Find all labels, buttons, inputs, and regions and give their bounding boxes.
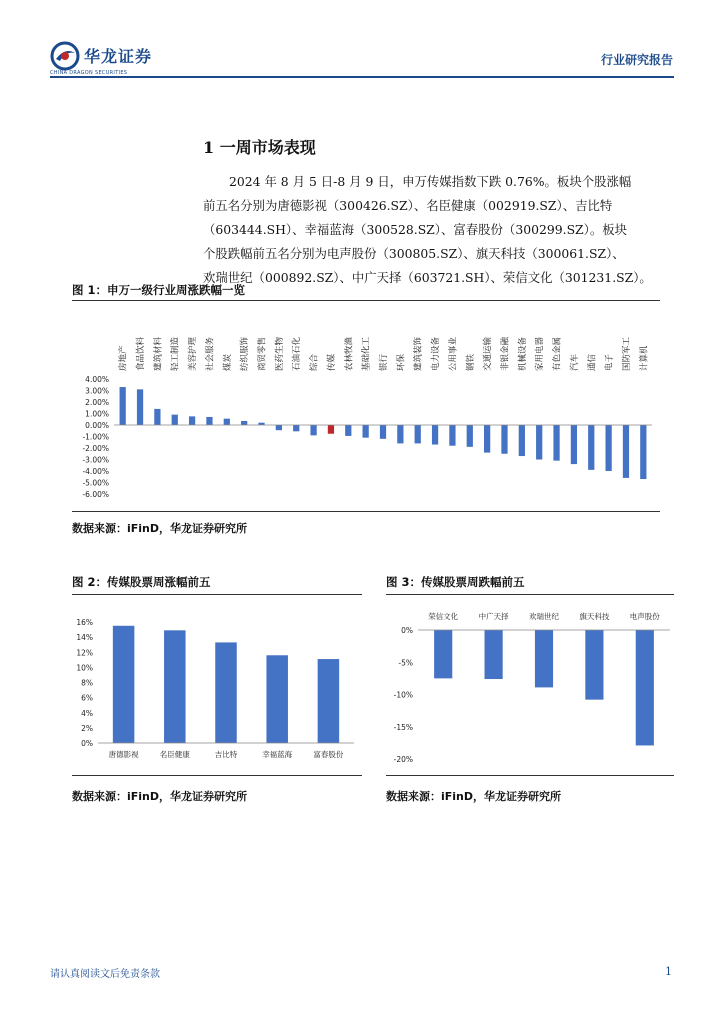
- bar: [363, 425, 369, 438]
- category-label: 传媒: [326, 353, 337, 371]
- category-label: 机械设备: [517, 336, 528, 371]
- category-label: 荣信文化: [428, 612, 459, 621]
- y-tick-label: 10%: [76, 663, 93, 673]
- category-label: 食品饮料: [136, 336, 147, 371]
- category-label: 钢铁: [465, 353, 476, 371]
- header-divider: [50, 76, 674, 78]
- bar: [172, 415, 178, 425]
- y-tick-label: -20%: [393, 755, 413, 764]
- y-tick-label: -10%: [393, 690, 413, 700]
- y-tick-label: 4.00%: [85, 375, 109, 384]
- bar: [588, 425, 594, 470]
- category-label: 农林牧渔: [344, 336, 355, 371]
- y-tick-label: 1.00%: [85, 409, 109, 419]
- bar: [318, 659, 340, 743]
- bar: [605, 425, 611, 471]
- category-label: 幸福蓝海: [262, 750, 293, 759]
- bar: [224, 419, 230, 425]
- figure1-source: 数据来源：iFinD，华龙证券研究所: [72, 522, 248, 535]
- y-tick-label: 4%: [81, 708, 93, 718]
- body-line: 个股跌幅前五名分别为电声股份（300805.SZ）、旗天科技（300061.SZ）、: [203, 246, 625, 261]
- category-label: 银行: [379, 353, 389, 371]
- bar: [293, 425, 299, 431]
- bar: [536, 425, 542, 460]
- bar: [585, 630, 603, 700]
- bar: [484, 425, 490, 453]
- y-tick-label: -2.00%: [82, 444, 109, 453]
- category-label: 基础化工: [361, 336, 372, 371]
- bar: [154, 409, 160, 425]
- category-label: 社会服务: [205, 336, 216, 371]
- top-losers-chart: [386, 595, 674, 775]
- bar: [345, 425, 351, 436]
- bar: [519, 425, 525, 456]
- industry-chart: [72, 301, 660, 511]
- category-label: 美容护理: [188, 336, 199, 371]
- y-tick-label: 2%: [81, 723, 93, 733]
- bar: [449, 425, 455, 446]
- category-label: 公用事业: [448, 336, 459, 371]
- category-label: 建筑材料: [153, 336, 164, 371]
- bar: [310, 425, 316, 435]
- category-label: 房地产: [118, 345, 129, 371]
- figure3-title: 图 3：传媒股票周跌幅前五: [386, 575, 525, 589]
- bar: [241, 421, 247, 425]
- bar: [571, 425, 577, 464]
- figure3-source: 数据来源：iFinD，华龙证券研究所: [386, 790, 562, 803]
- bar: [467, 425, 473, 447]
- category-label: 煤炭: [222, 353, 233, 371]
- y-tick-label: -6.00%: [82, 490, 109, 499]
- bar: [397, 425, 403, 443]
- page-number: 1: [665, 965, 672, 978]
- category-label: 电声股份: [629, 612, 660, 621]
- y-tick-label: 6%: [81, 693, 93, 703]
- y-tick-label: 0%: [81, 739, 93, 748]
- company-name-en: CHINA DRAGON SECURITIES: [50, 70, 128, 76]
- company-logo-icon: [50, 41, 80, 71]
- bar: [276, 425, 282, 430]
- figure1-title: 图 1：申万一级行业周涨跌幅一览: [72, 283, 246, 297]
- category-label: 电子: [604, 353, 615, 371]
- body-line: 欢瑞世纪（000892.SZ）、中广天择（603721.SH）、荣信文化（301231.SZ）。: [203, 270, 652, 285]
- bar: [636, 630, 654, 745]
- category-label: 建筑装饰: [413, 336, 424, 371]
- bar: [485, 630, 503, 679]
- y-tick-label: -4.00%: [82, 467, 109, 476]
- figure2-source: 数据来源：iFinD，华龙证券研究所: [72, 790, 248, 803]
- y-tick-label: -1.00%: [82, 432, 109, 442]
- bar: [113, 626, 135, 743]
- company-name: 华龙证券: [84, 47, 153, 66]
- bar: [623, 425, 629, 478]
- y-tick-label: 2.00%: [85, 398, 109, 407]
- category-label: 计算机: [639, 345, 650, 371]
- bar: [415, 425, 421, 443]
- category-label: 唐德影视: [108, 750, 139, 759]
- y-tick-label: -3.00%: [82, 455, 109, 465]
- category-label: 旗天科技: [579, 612, 610, 621]
- bar: [137, 389, 143, 425]
- bar: [434, 630, 452, 678]
- category-label: 环保: [396, 353, 407, 371]
- category-label: 欢瑞世纪: [529, 612, 559, 621]
- category-label: 交通运输: [483, 336, 494, 371]
- y-tick-label: 3.00%: [85, 386, 109, 396]
- y-tick-label: 8%: [81, 678, 93, 688]
- section-title: 1 一周市场表现: [203, 138, 316, 157]
- y-tick-label: 14%: [76, 633, 93, 643]
- category-label: 名臣健康: [159, 750, 190, 759]
- category-label: 商贸零售: [257, 336, 268, 371]
- figure3-bottom-rule: [386, 775, 674, 776]
- figure2-title: 图 2：传媒股票周涨幅前五: [72, 575, 211, 589]
- bar: [215, 642, 237, 743]
- figure2-bottom-rule: [72, 775, 362, 776]
- category-label: 吉比特: [214, 750, 238, 759]
- bar: [120, 387, 126, 425]
- category-label: 非银金融: [500, 336, 511, 371]
- category-label: 汽车: [569, 353, 580, 371]
- y-tick-label: -5.00%: [82, 478, 109, 488]
- category-label: 综合: [309, 353, 320, 371]
- section-body: [203, 170, 673, 290]
- category-label: 通信: [587, 353, 598, 371]
- figure1-bottom-rule: [72, 511, 660, 512]
- bar: [206, 417, 212, 425]
- category-label: 电力设备: [431, 336, 442, 371]
- y-tick-label: 16%: [76, 618, 93, 627]
- bar: [553, 425, 559, 461]
- category-label: 富春股份: [313, 750, 344, 759]
- category-label: 中广天择: [478, 612, 509, 621]
- body-line: （603444.SH）、幸福蓝海（300528.SZ）、富春股份（300299.SZ）。板块: [203, 222, 628, 237]
- bar: [432, 425, 438, 445]
- bar: [501, 425, 507, 454]
- top-gainers-chart: [72, 595, 362, 775]
- bar: [328, 425, 334, 434]
- category-label: 国防军工: [621, 336, 632, 371]
- category-label: 轻工制造: [170, 336, 181, 371]
- category-label: 纺织服饰: [240, 336, 251, 371]
- bar: [535, 630, 553, 687]
- category-label: 家用电器: [535, 336, 546, 371]
- y-tick-label: 12%: [76, 648, 93, 658]
- bar: [640, 425, 646, 479]
- body-line: 前五名分别为唐德影视（300426.SZ）、名臣健康（002919.SZ）、吉比特: [203, 198, 613, 213]
- footer-disclaimer-note: 请认真阅读文后免责条款: [50, 969, 160, 980]
- y-tick-label: 0.00%: [85, 421, 109, 430]
- body-line: 2024 年 8 月 5 日-8 月 9 日，申万传媒指数下跌 0.76%。板块个股涨幅: [229, 174, 632, 189]
- category-label: 有色金属: [552, 336, 563, 371]
- y-tick-label: -5%: [398, 658, 413, 668]
- bar: [189, 416, 195, 425]
- y-tick-label: -15%: [393, 722, 413, 732]
- y-tick-label: 0%: [401, 626, 413, 635]
- document-type: 行业研究报告: [600, 53, 673, 67]
- category-label: 石油石化: [292, 336, 303, 371]
- bar: [266, 655, 288, 743]
- category-label: 医药生物: [274, 336, 285, 371]
- bar: [164, 630, 186, 743]
- bar: [380, 425, 386, 439]
